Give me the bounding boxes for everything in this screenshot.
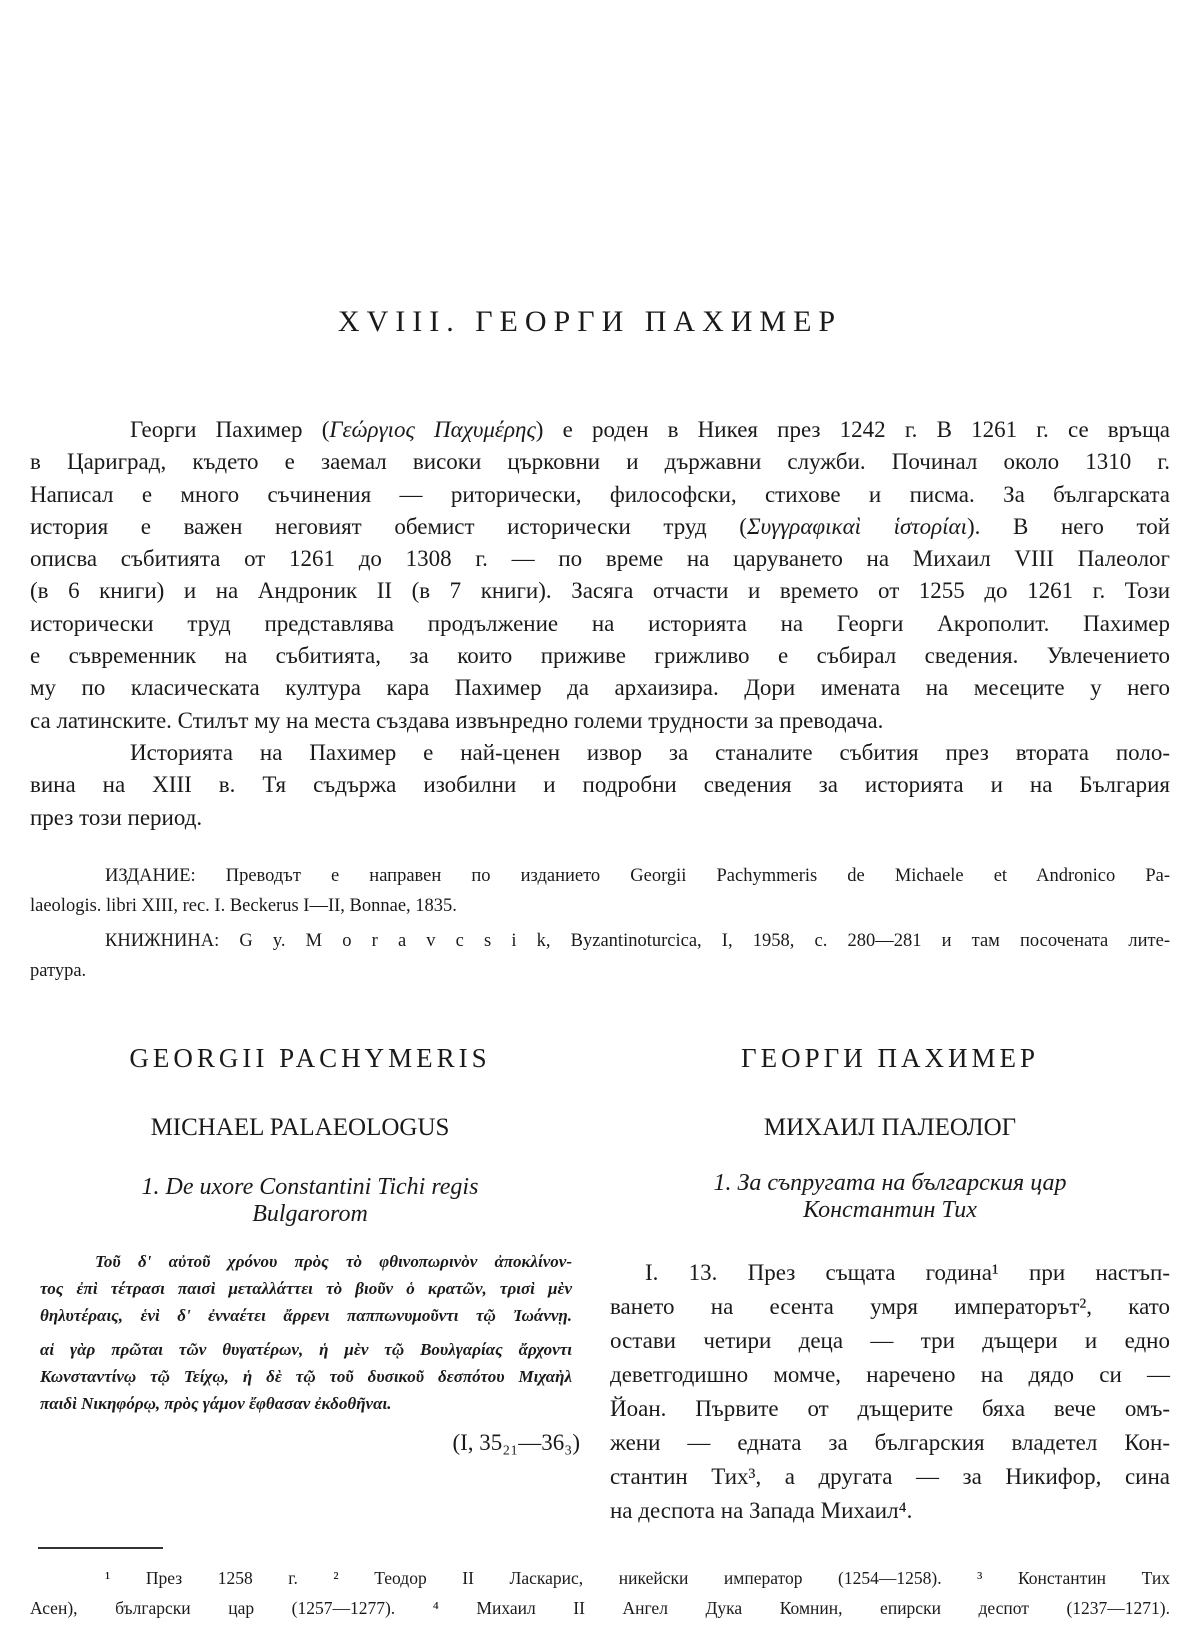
intro-text-segment: са латинските. Стилът му на места създава извънредно големи трудности за преводача. bbox=[30, 707, 884, 733]
left-section-line: 1. De uxore Constantini Tichi regis bbox=[141, 1174, 479, 1200]
intro-line bbox=[30, 672, 1170, 704]
literature-line: ратура. bbox=[30, 961, 87, 981]
intro-text-segment: е съвременник на събитията, за които приживе грижливо е събирал сведения. Увлечението bbox=[30, 643, 1170, 669]
intro-text-segment: ) е роден в Никея през 1242 г. В 1261 г. се връща bbox=[535, 417, 1170, 442]
intro-line bbox=[30, 640, 1170, 672]
right-author-heading: ГЕОРГИ ПАХИМЕР bbox=[741, 1043, 1039, 1073]
translation-line: на деспота на Запада Михаил⁴. bbox=[610, 1498, 913, 1523]
edition-note bbox=[30, 861, 1170, 921]
intro-text-segment: Написал е много съчинения — риторически, философски, стихове и писма. За българската bbox=[30, 481, 1170, 507]
footnotes bbox=[30, 1563, 1170, 1623]
source-citation: (I, 35₂₁—36₃) bbox=[452, 1430, 580, 1455]
left-author-heading: GEORGII PACHYMERIS bbox=[129, 1043, 491, 1073]
right-section-heading bbox=[610, 1170, 1170, 1224]
intro-line bbox=[30, 769, 1170, 801]
intro-text-segment: в Цариград, където е заемал високи църковни и държавни служби. Починал около 1310 г. bbox=[30, 449, 1170, 475]
translation-line: стантин Тих³, а другата — за Никифор, сина bbox=[610, 1464, 1170, 1489]
greek-line: τος ἐπὶ τέτρασι παισὶ μεταλλάττει τὸ βιοῦν ὁ κρατῶν, τρισὶ μὲν bbox=[40, 1279, 572, 1298]
intro-text-segment: Георги Пахимер ( bbox=[130, 417, 330, 442]
footnote-line: ¹ През 1258 г. ² Теодор II Ласкарис, никейски император (1254—1258). ³ Константин Тих bbox=[105, 1568, 1170, 1588]
translation-line: I. 13. През същата година¹ при настъп- bbox=[645, 1260, 1170, 1285]
translation-text bbox=[610, 1256, 1170, 1528]
right-section-line: 1. За съпругата на българския цар bbox=[713, 1170, 1067, 1196]
intro-line bbox=[30, 414, 1170, 446]
chapter-title: XVIII. ГЕОРГИ ПАХИМЕР bbox=[337, 305, 843, 338]
intro-line bbox=[30, 608, 1170, 640]
edition-line: ИЗДАНИЕ: Преводът е направен по изданието Georgii Pachymmeris de Michaele et Andronico Pa- bbox=[105, 866, 1170, 886]
intro-line bbox=[30, 705, 1170, 737]
greek-line: Κωνσταντίνῳ τῷ Τείχῳ, ἡ δὲ τῷ τοῦ δυσικοῦ δεσπότου Μιχαὴλ bbox=[40, 1367, 572, 1386]
intro-line bbox=[30, 737, 1170, 769]
translation-line: ването на есента умря императорът², като bbox=[610, 1294, 1170, 1319]
intro-line bbox=[30, 511, 1170, 543]
right-work-heading: МИХАИЛ ПАЛЕОЛОГ bbox=[763, 1114, 1017, 1141]
intro-line bbox=[30, 575, 1170, 607]
greek-line: αἱ γὰρ πρῶται τῶν θυγατέρων, ἡ μὲν τῷ Βουλγαρίας ἄρχοντι bbox=[40, 1340, 572, 1359]
intro-line bbox=[30, 543, 1170, 575]
left-section-heading bbox=[30, 1174, 590, 1228]
greek-title: Συγγραφικαὶ ἱστορίαι bbox=[746, 513, 967, 539]
intro-text-segment: история е важен неговият обемист исторически труд ( bbox=[30, 513, 747, 539]
translation-line: деветгодишно момче, наречено на дядо си — bbox=[610, 1362, 1170, 1387]
intro-text-segment: исторически труд представлява продължение на историята на Георги Акрополит. Пахимер bbox=[30, 610, 1170, 636]
greek-line: θηλυτέραις, ἑνὶ δ' ἐνναέτει ἄρρενι παππωνυμοῦντι τῷ Ἰωάννῃ. bbox=[40, 1306, 572, 1325]
literature-note bbox=[30, 926, 1170, 986]
intro-line bbox=[30, 802, 1170, 834]
intro-text-segment: ). В него той bbox=[967, 513, 1171, 539]
intro-text-segment: описва събитията от 1261 до 1308 г. — по време на царуването на Михаил VIII Палеолог bbox=[30, 546, 1170, 572]
intro-text-segment: вина на XIII в. Тя съдържа изобилни и подробни сведения за историята и на България bbox=[30, 772, 1170, 798]
translation-line: жени — едната за българския владетел Кон- bbox=[610, 1430, 1170, 1455]
greek-line: παιδὶ Νικηφόρῳ, πρὸς γάμον ἔφθασαν ἐκδοθῆναι. bbox=[40, 1394, 392, 1413]
greek-line: Τοῦ δ' αὐτοῦ χρόνου πρὸς τὸ φθινοπωρινὸν ἀποκλίνον- bbox=[95, 1252, 572, 1271]
intro-line bbox=[30, 446, 1170, 478]
right-section-line: Константин Тих bbox=[803, 1197, 977, 1223]
greek-title: Γεώργιος Παχυμέρης bbox=[329, 417, 536, 442]
intro-line bbox=[30, 479, 1170, 511]
edition-line: laeologis. libri XIII, rec. I. Beckerus I—II, Bonnae, 1835. bbox=[30, 896, 457, 916]
intro-text-segment: (в 6 книги) и на Андроник II (в 7 книги). Засяга отчасти и времето от 1255 до 1261 г. Този bbox=[30, 578, 1170, 604]
left-section-line: Bulgarorom bbox=[252, 1201, 368, 1227]
translation-line: Йоан. Първите от дъщерите бяха вече омъ- bbox=[610, 1396, 1170, 1421]
intro-text bbox=[30, 414, 1170, 834]
left-work-heading: MICHAEL PALAEOLOGUS bbox=[150, 1114, 450, 1141]
intro-text-segment: му по класическата култура кара Пахимер да архаизира. Дори имената на месеците у него bbox=[30, 675, 1170, 701]
translation-line: остави четири деца — три дъщери и едно bbox=[610, 1328, 1170, 1353]
footnote-divider bbox=[38, 1547, 163, 1549]
greek-text bbox=[40, 1248, 572, 1417]
footnote-line: Асен), български цар (1257—1277). ⁴ Михаил II Ангел Дука Комнин, епирски деспот (1237—1271). bbox=[30, 1598, 1170, 1618]
intro-text-segment: през този период. bbox=[30, 804, 203, 830]
literature-line: КНИЖНИНА: G y. M o r a v c s i k, Byzantinoturcica, I, 1958, с. 280—281 и там посочената лите- bbox=[105, 931, 1170, 951]
intro-text-segment: Историята на Пахимер е най-ценен извор за станалите събития през втората поло- bbox=[130, 739, 1170, 765]
